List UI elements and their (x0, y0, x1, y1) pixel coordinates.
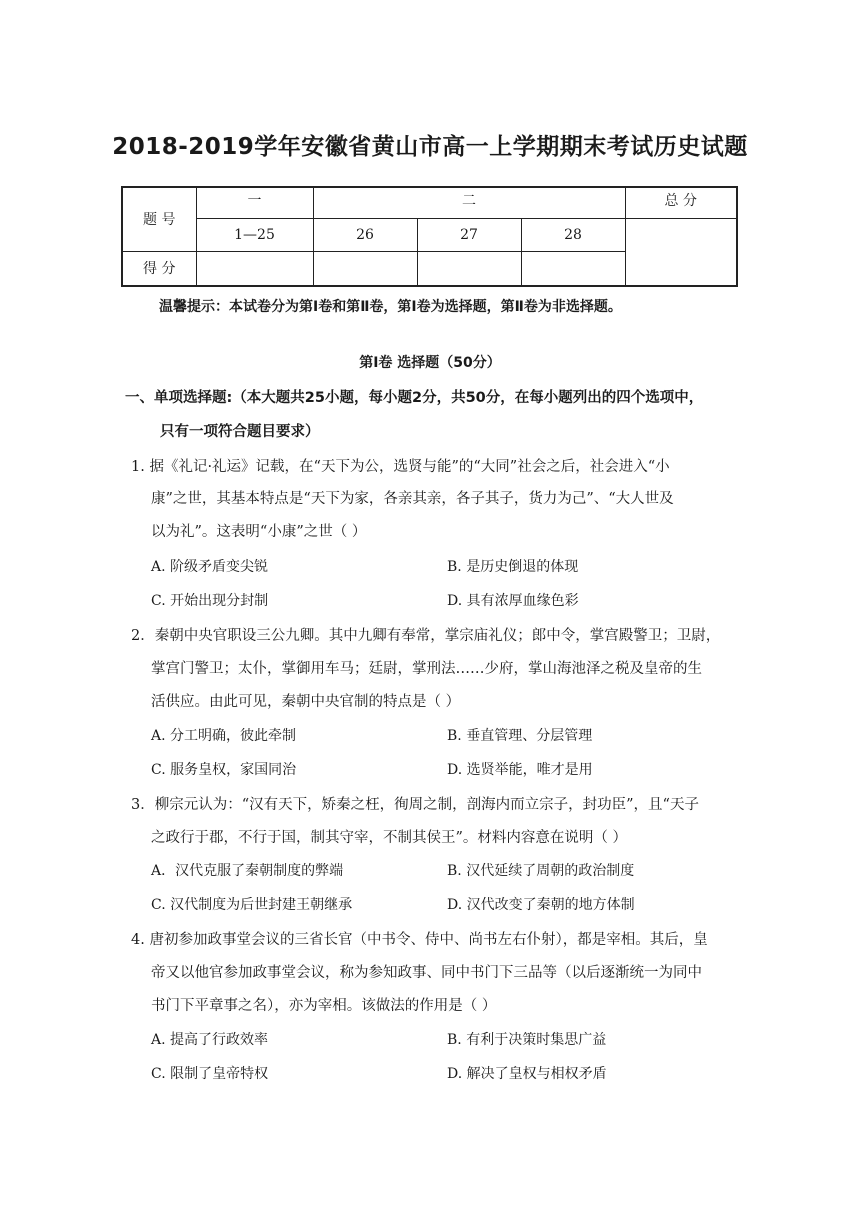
question-1-line-3: 以为礼”。这表明“小康”之世（ ） (151, 524, 367, 540)
question-1-line-2: 康”之世，其基本特点是“天下为家，各亲其亲，各子其子，货力为己”、“大人世及 (151, 491, 674, 507)
total-header: 总 分 (625, 187, 737, 218)
question-3-option-b: B. 汉代延续了周朝的政治制度 (447, 863, 635, 879)
question-2-line-3: 活供应。由此可见，秦朝中央官制的特点是（ ） (151, 694, 461, 710)
section-title: 第Ⅰ卷 选择题（50分） (359, 355, 501, 371)
part-one-header: 一 (196, 187, 313, 218)
score-label: 得 分 (122, 251, 196, 286)
sub-header-1-25: 1—25 (196, 218, 313, 251)
question-2-option-b: B. 垂直管理、分层管理 (447, 728, 593, 744)
question-1-option-c: C. 开始出现分封制 (151, 593, 269, 609)
question-4-option-d: D. 解决了皇权与相权矛盾 (447, 1066, 607, 1082)
question-3-option-d: D. 汉代改变了秦朝的地方体制 (447, 897, 635, 913)
sub-header-27: 27 (417, 218, 521, 251)
total-score-cell (625, 218, 737, 286)
sub-header-28: 28 (521, 218, 625, 251)
question-1-option-a: A. 阶级矛盾变尖锐 (151, 559, 269, 575)
question-3-option-c: C. 汉代制度为后世封建王朝继承 (151, 897, 353, 913)
question-4-option-b: B. 有利于决策时集思广益 (447, 1032, 607, 1048)
score-table (121, 186, 738, 287)
score-cell-27 (417, 251, 521, 286)
score-cell-28 (521, 251, 625, 286)
score-cell-1-25 (196, 251, 313, 286)
question-2-option-d: D. 选贤举能，唯才是用 (447, 762, 593, 778)
question-4-line-3: 书门下平章事之名），亦为宰相。该做法的作用是（ ） (151, 998, 497, 1014)
question-no-label: 题 号 (122, 187, 196, 251)
question-1-option-d: D. 具有浓厚血缘色彩 (447, 593, 579, 609)
question-4-line-2: 帝又以他官参加政事堂会议，称为参知政事、同中书门下三品等（以后逐渐统一为同中 (151, 965, 702, 981)
part-two-header: 二 (313, 187, 625, 218)
exam-title: 2018-2019学年安徽省黄山市高一上学期期末考试历史试题 (112, 134, 748, 160)
question-4-option-a: A. 提高了行政效率 (151, 1032, 269, 1048)
question-2-option-a: A. 分工明确，彼此牵制 (151, 728, 297, 744)
instructions-line1: 一、单项选择题:（本大题共25小题，每小题2分，共50分，在每小题列出的四个选项中， (125, 390, 704, 406)
question-3-line-2: 之政行于郡，不行于国，制其守宰，不制其侯王”。材料内容意在说明（ ） (151, 830, 628, 846)
instructions-line2: 只有一项符合题目要求） (160, 424, 320, 440)
question-2-line-2: 掌宫门警卫；太仆，掌御用车马；廷尉，掌刑法……少府，掌山海池泽之税及皇帝的生 (151, 661, 702, 677)
sub-header-26: 26 (313, 218, 417, 251)
score-cell-26 (313, 251, 417, 286)
question-3-option-a: A．汉代克服了秦朝制度的弊端 (151, 863, 344, 879)
question-4-line-1: 4. 唐初参加政事堂会议的三省长官（中书令、侍中、尚书左右仆射），都是宰相。其后，皇 (131, 932, 708, 948)
question-2-option-c: C. 服务皇权，家国同治 (151, 762, 297, 778)
question-3-line-1: 3．柳宗元认为：“汉有天下，矫秦之枉，徇周之制，剖海内而立宗子，封功臣”，且“天子 (131, 797, 699, 813)
question-1-option-b: B. 是历史倒退的体现 (447, 559, 579, 575)
question-4-option-c: C. 限制了皇帝特权 (151, 1066, 269, 1082)
question-2-line-1: 2．秦朝中央官职设三公九卿。其中九卿有奉常，掌宗庙礼仪；郎中令，掌宫殿警卫；卫尉， (131, 628, 721, 644)
notice-text: 温馨提示：本试卷分为第Ⅰ卷和第Ⅱ卷，第Ⅰ卷为选择题，第Ⅱ卷为非选择题。 (159, 299, 622, 315)
question-1-line-1: 1. 据《礼记·礼运》记载，在“天下为公，选贤与能”的“大同”社会之后，社会进入“小 (131, 459, 670, 475)
